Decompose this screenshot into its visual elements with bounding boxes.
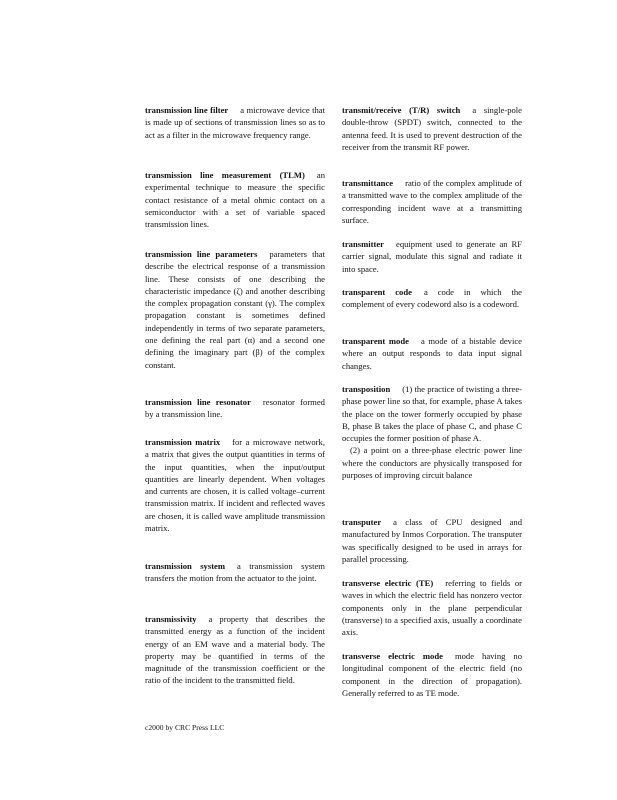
glossary-entry — [145, 169, 325, 230]
entry-definition: a microwave device that is made up of sections of transmission lines so as to act as a filter in the microwave frequency range. — [145, 105, 326, 140]
entry-term: transmitter — [342, 239, 384, 249]
entry-term: transmission system — [145, 561, 226, 571]
entry-term: transparent mode — [342, 336, 409, 346]
entry-term: transmission line filter — [145, 105, 229, 115]
glossary-entry — [145, 613, 325, 687]
entry-term: transverse electric mode — [342, 651, 443, 661]
entry-term: transmission line measurement (TLM) — [145, 170, 305, 180]
entry-term: transposition — [342, 384, 391, 394]
entry-term: transmit/receive (T/R) switch — [342, 105, 461, 115]
entry-definition: referring to fields or waves in which the electric field has nonzero vector components only in the plane perpendicular (transverse) to a specified axis, usually a coordinate axis. — [342, 578, 522, 638]
entry-definition: resonator formed by a transmission line. — [145, 397, 325, 420]
entry-term: transmission line parameters — [145, 249, 258, 259]
glossary-entry — [342, 516, 522, 565]
entry-definition: equipment used to generate an RF carrier signal, modulate this signal and radiate it into space. — [342, 239, 522, 274]
entry-definition: (1) the practice of twisting a three-phase power line so that, for example, phase A takes the place on the tower formerly occupied by phase B, phase B takes the place of phase C, and phase C occupies the former position of phase A. — [342, 384, 522, 444]
glossary-entry — [342, 177, 522, 226]
glossary-entry — [342, 104, 522, 153]
glossary-entry — [342, 650, 522, 699]
entry-term: transputer — [342, 517, 382, 527]
glossary-entry — [145, 560, 325, 585]
entry-term: transmission line resonator — [145, 397, 251, 407]
entry-term: transmissivity — [145, 614, 197, 624]
entry-term: transparent code — [342, 287, 412, 297]
entry-definition: a mode of a bistable device where an output responds to data input signal changes. — [342, 336, 522, 371]
entry-term: transmittance — [342, 178, 394, 188]
entry-definition: a single-pole double-throw (SPDT) switch, connected to the antenna feed. It is used to prevent destruction of the receiver from the transmit RF power. — [342, 105, 522, 152]
glossary-entry — [342, 238, 522, 275]
entry-definition: mode having no longitudinal component of the electric field (no component in the direction of propagation). Generally referred to as TE mode. — [342, 651, 522, 698]
entry-definition: a code in which the complement of every codeword also is a codeword. — [342, 287, 522, 310]
entry-definition: for a microwave network, a matrix that gives the output quantities in terms of the input quantities, when the input/output quantities are linearly dependent. When voltages and currents are chosen, it is called voltage–current transmission matrix. If incident and reflected waves are chosen, it is called wave amplitude transmission matrix. — [145, 437, 325, 534]
entry-definition: parameters that describe the electrical response of a transmission line. These consists of one describing the characteristic impedance (ζ) and another describing the complex propagation constant (γ). The complex propagation constant is sometimes defined independently in terms of two separate parameters, one defining the real part (α) and a second one defining the imaginary part (β) of the complex constant. — [145, 249, 325, 370]
copyright-footer: c2000 by CRC Press LLC — [145, 723, 225, 732]
entry-definition: an experimental technique to measure the specific contact resistance of a metal ohmic contact on a semiconductor with a set of variable spaced transmission lines. — [145, 170, 325, 230]
entry-definition: a class of CPU designed and manufactured by Inmos Corporation. The transputer was specifically designed to be used in arrays for parallel processing. — [342, 517, 522, 564]
entry-definition: a property that describes the transmitted energy as a function of the incident energy of an EM wave and a material body. The property may be quantified in terms of the magnitude of the transmission coefficient or the ratio of the incident to the transmitted field. — [145, 614, 325, 686]
glossary-entry — [145, 396, 325, 421]
entry-definition-part-2: (2) a point on a three-phase electric power line where the conductors are physically transposed for purposes of improving circuit balance — [342, 445, 522, 481]
glossary-entry — [342, 577, 522, 638]
glossary-entry — [145, 436, 325, 534]
glossary-entry — [342, 335, 522, 372]
entry-term: transmission matrix — [145, 437, 221, 447]
glossary-entry — [342, 383, 522, 481]
entry-term: transverse electric (TE) — [342, 578, 434, 588]
entry-definition: a transmission system transfers the motion from the actuator to the joint. — [145, 561, 325, 584]
entry-definition: ratio of the complex amplitude of a transmitted wave to the complex amplitude of the corresponding incident wave at a transmitting surface. — [342, 178, 522, 225]
glossary-entry — [145, 248, 325, 371]
glossary-entry — [145, 104, 325, 141]
glossary-entry — [342, 286, 522, 311]
